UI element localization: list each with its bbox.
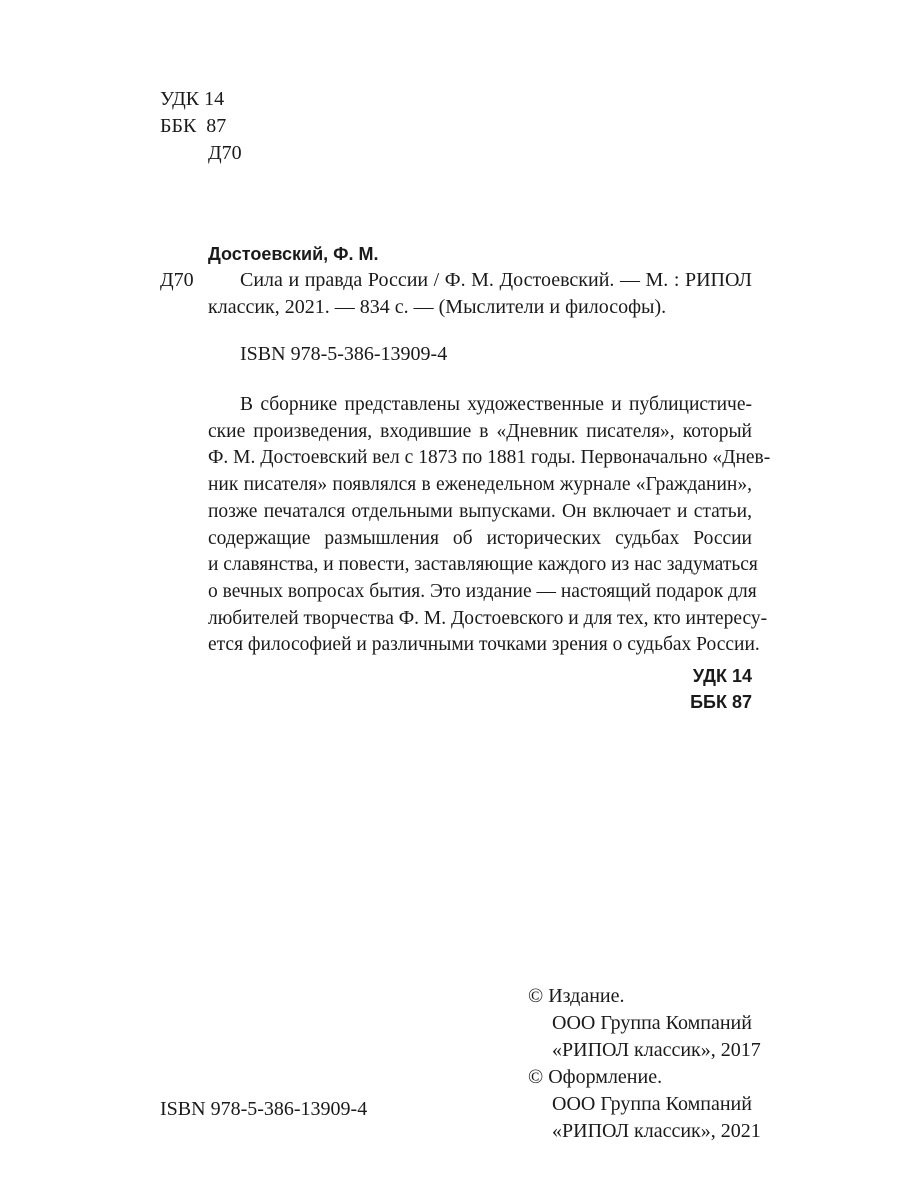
author-heading: Достоевский, Ф. М. [208, 244, 379, 264]
copyright-block [528, 983, 761, 1145]
udk-code-bottom: УДК 14 [692, 666, 752, 686]
annotation-line: ские произведения, входившие в «Дневник писателя», который [208, 420, 752, 442]
isbn-footer: ISBN 978-5-386-13909-4 [160, 1098, 368, 1120]
annotation-paragraph [208, 392, 771, 659]
copyright-publisher: ООО Группа Компаний [552, 1012, 752, 1034]
annotation-line: позже печатался отдельными выпусками. Он включает и статьи, [208, 500, 752, 522]
isbn-entry: ISBN 978-5-386-13909-4 [240, 343, 448, 365]
annotation-line: любителей творчества Ф. М. Достоевского и для тех, кто интересу- [208, 607, 768, 629]
bbk-code-bottom: ББК 87 [690, 692, 752, 712]
bibliographic-line-1: Сила и правда России / Ф. М. Достоевский. — М. : РИПОЛ [240, 269, 752, 291]
udk-code-top: УДК 14 [160, 88, 225, 110]
annotation-line: ется философией и различными точками зрения о судьбах России. [208, 634, 760, 656]
annotation-line: содержащие размышления об исторических судьбах России [208, 527, 752, 549]
annotation-line: В сборнике представлены художественные и публицистиче- [240, 394, 752, 415]
copyright-edition: © Издание. [528, 985, 625, 1007]
bibliographic-line-2: классик, 2021. — 834 с. — (Мыслители и философы). [208, 296, 667, 318]
copyright-design: © Оформление. [528, 1066, 663, 1088]
annotation-line: Ф. М. Достоевский вел с 1873 по 1881 годы. Первоначально «Днев- [208, 447, 771, 469]
author-mark-top: Д70 [208, 142, 242, 164]
copyright-publisher-year: «РИПОЛ классик», 2017 [552, 1039, 761, 1061]
annotation-line: и славянства, и повести, заставляющие каждого из нас задуматься [208, 554, 758, 576]
annotation-line: ник писателя» появлялся в еженедельном журнале «Гражданин», [208, 474, 752, 496]
copyright-design-year: «РИПОЛ классик», 2021 [552, 1120, 761, 1142]
annotation-line: о вечных вопросах бытия. Это издание — настоящий подарок для [208, 580, 757, 602]
author-mark-side: Д70 [160, 269, 194, 291]
bbk-code-top: ББК 87 [160, 115, 227, 137]
copyright-design-publisher: ООО Группа Компаний [552, 1093, 752, 1115]
